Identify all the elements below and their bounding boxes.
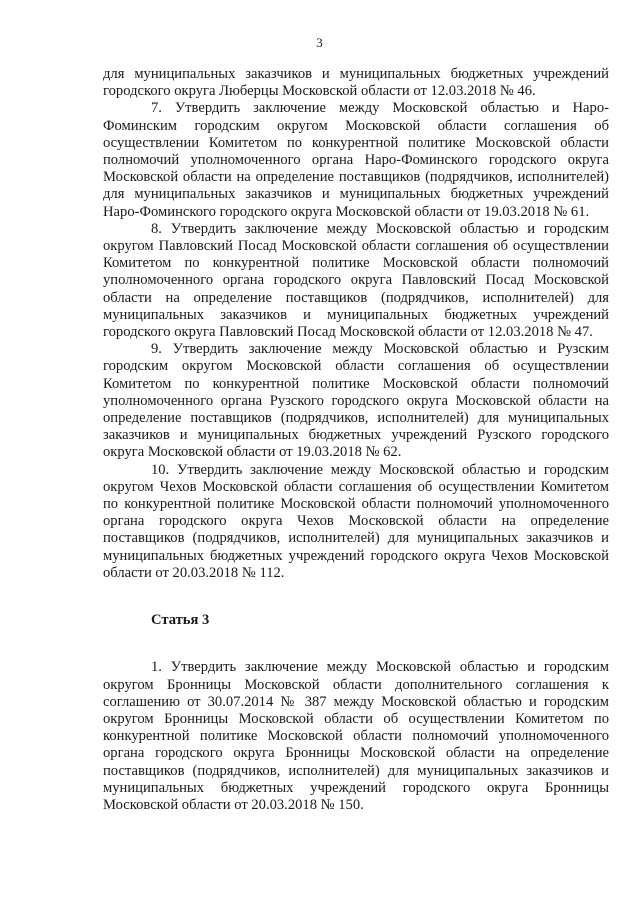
paragraph-item-9: 9. Утвердить заключение между Московской областью и Рузским городским округом Московской области соглашения об осуществлении Комитетом по конкурентной политике Московской области полномочий уполномоченного органа Рузского городского округа Московской области на определение поставщиков (подрядчиков, исполнителей) для муниципальных заказчиков и муниципальных бюджетных учреждений Рузского городского округа Московской области от 19.03.2018 № 62. xyxy=(103,341,609,461)
paragraph-item-7: 7. Утвердить заключение между Московской областью и Наро-Фоминским городским округом Московской области соглашения об осуществлении Комитетом по конкурентной политике Московской области полномочий уполномоченного органа Наро-Фоминского городского округа Московской области на определение поставщиков (подрядчиков, исполнителей) для муниципальных заказчиков и муниципальных бюджетных учреждений Наро-Фоминского городского округа Московской области от 19.03.2018 № 61. xyxy=(103,100,609,220)
paragraph-continued: для муниципальных заказчиков и муниципальных бюджетных учреждений городского округа Люберцы Московской области от 12.03.2018 № 46. xyxy=(103,66,609,100)
article-heading: Статья 3 xyxy=(151,612,210,629)
paragraph-item-10: 10. Утвердить заключение между Московской областью и городским округом Чехов Московской области соглашения об осуществлении Комитетом по конкурентной политике Московской области полномочий уполномоченного органа городского округа Чехов Московской области на определение поставщиков (подрядчиков, исполнителей) для муниципальных заказчиков и муниципальных бюджетных учреждений городского округа Чехов Московской области от 20.03.2018 № 112. xyxy=(103,461,609,581)
paragraph-item-8: 8. Утвердить заключение между Московской областью и городским округом Павловский Посад Московской области соглашения об осуществлении Комитетом по конкурентной политике Московской области полномочий уполномоченного органа городского округа Павловский Посад Московской области на определение поставщиков (подрядчиков, исполнителей) для муниципальных заказчиков и муниципальных бюджетных учреждений городского округа Павловский Посад Московской области от 12.03.2018 № 47. xyxy=(103,220,609,341)
page-number: 3 xyxy=(316,35,323,50)
document-body xyxy=(103,66,609,814)
article-3-item-1: 1. Утвердить заключение между Московской областью и городским округом Бронницы Московской области дополнительного соглашения к соглашению от 30.07.2014 № 387 между Московской областью и городским округом Бронницы Московской области об осуществлении Комитетом по конкурентной политике Московской области полномочий уполномоченного органа городского округа Бронницы Московской области на определение поставщиков (подрядчиков, исполнителей) для муниципальных заказчиков и муниципальных бюджетных учреждений городского округа Бронницы Московской области от 20.03.2018 № 150. xyxy=(103,659,609,813)
